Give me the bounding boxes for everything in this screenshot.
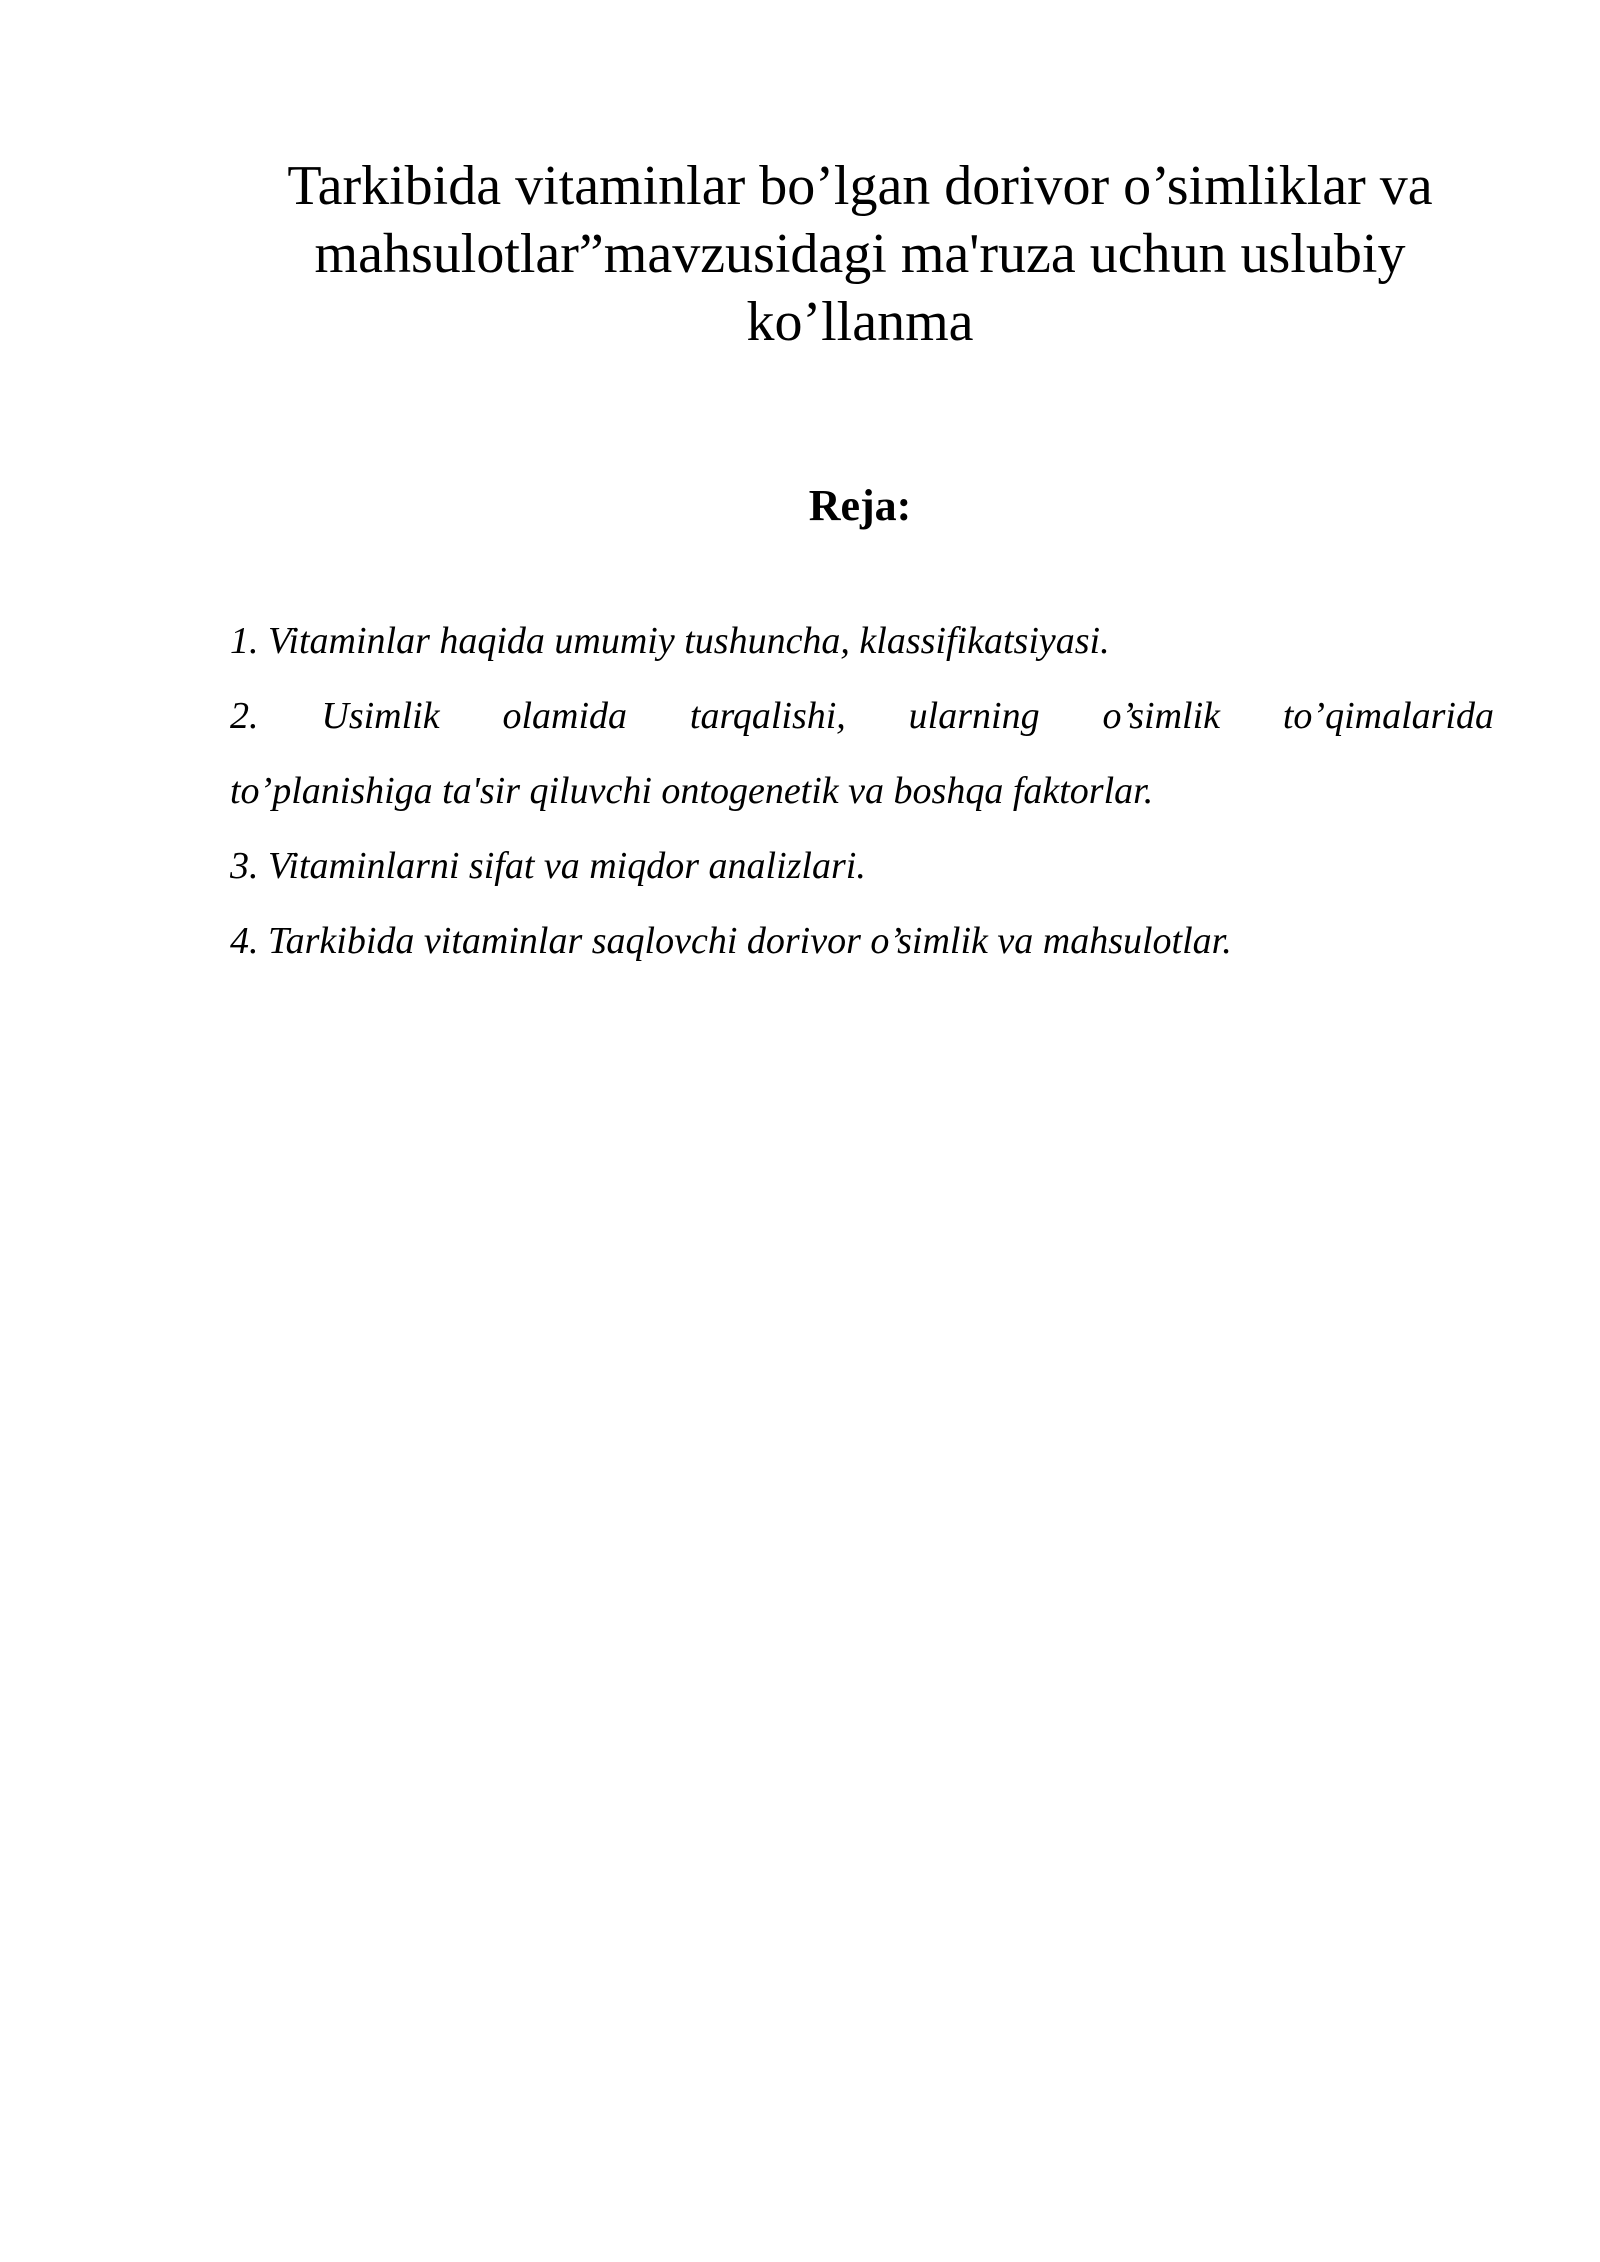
- plan-item: 1. Vitaminlar haqida umumiy tushuncha, klassifikatsiyasi.: [230, 620, 1110, 662]
- plan-item: 3. Vitaminlarni sifat va miqdor analizlari.: [230, 845, 866, 887]
- title-line: Tarkibida vitaminlar bo’lgan dorivor o’simliklar va: [287, 155, 1433, 217]
- document-title: [230, 152, 1490, 356]
- plan-list: [230, 604, 1494, 979]
- plan-item: 4. Tarkibida vitaminlar saqlovchi dorivor o’simlik va mahsulotlar.: [230, 920, 1232, 962]
- plan-item-continuation: to’planishiga ta'sir qiluvchi ontogenetik va boshqa faktorlar.: [230, 770, 1154, 812]
- title-line: ko’llanma: [746, 291, 974, 353]
- plan-item: 2. Usimlik olamida tarqalishi, ularning o’simlik to’qimalarida: [230, 695, 1494, 737]
- plan-heading: Reja:: [808, 481, 912, 530]
- title-line: mahsulotlar”mavzusidagi ma'ruza uchun uslubiy: [314, 223, 1406, 285]
